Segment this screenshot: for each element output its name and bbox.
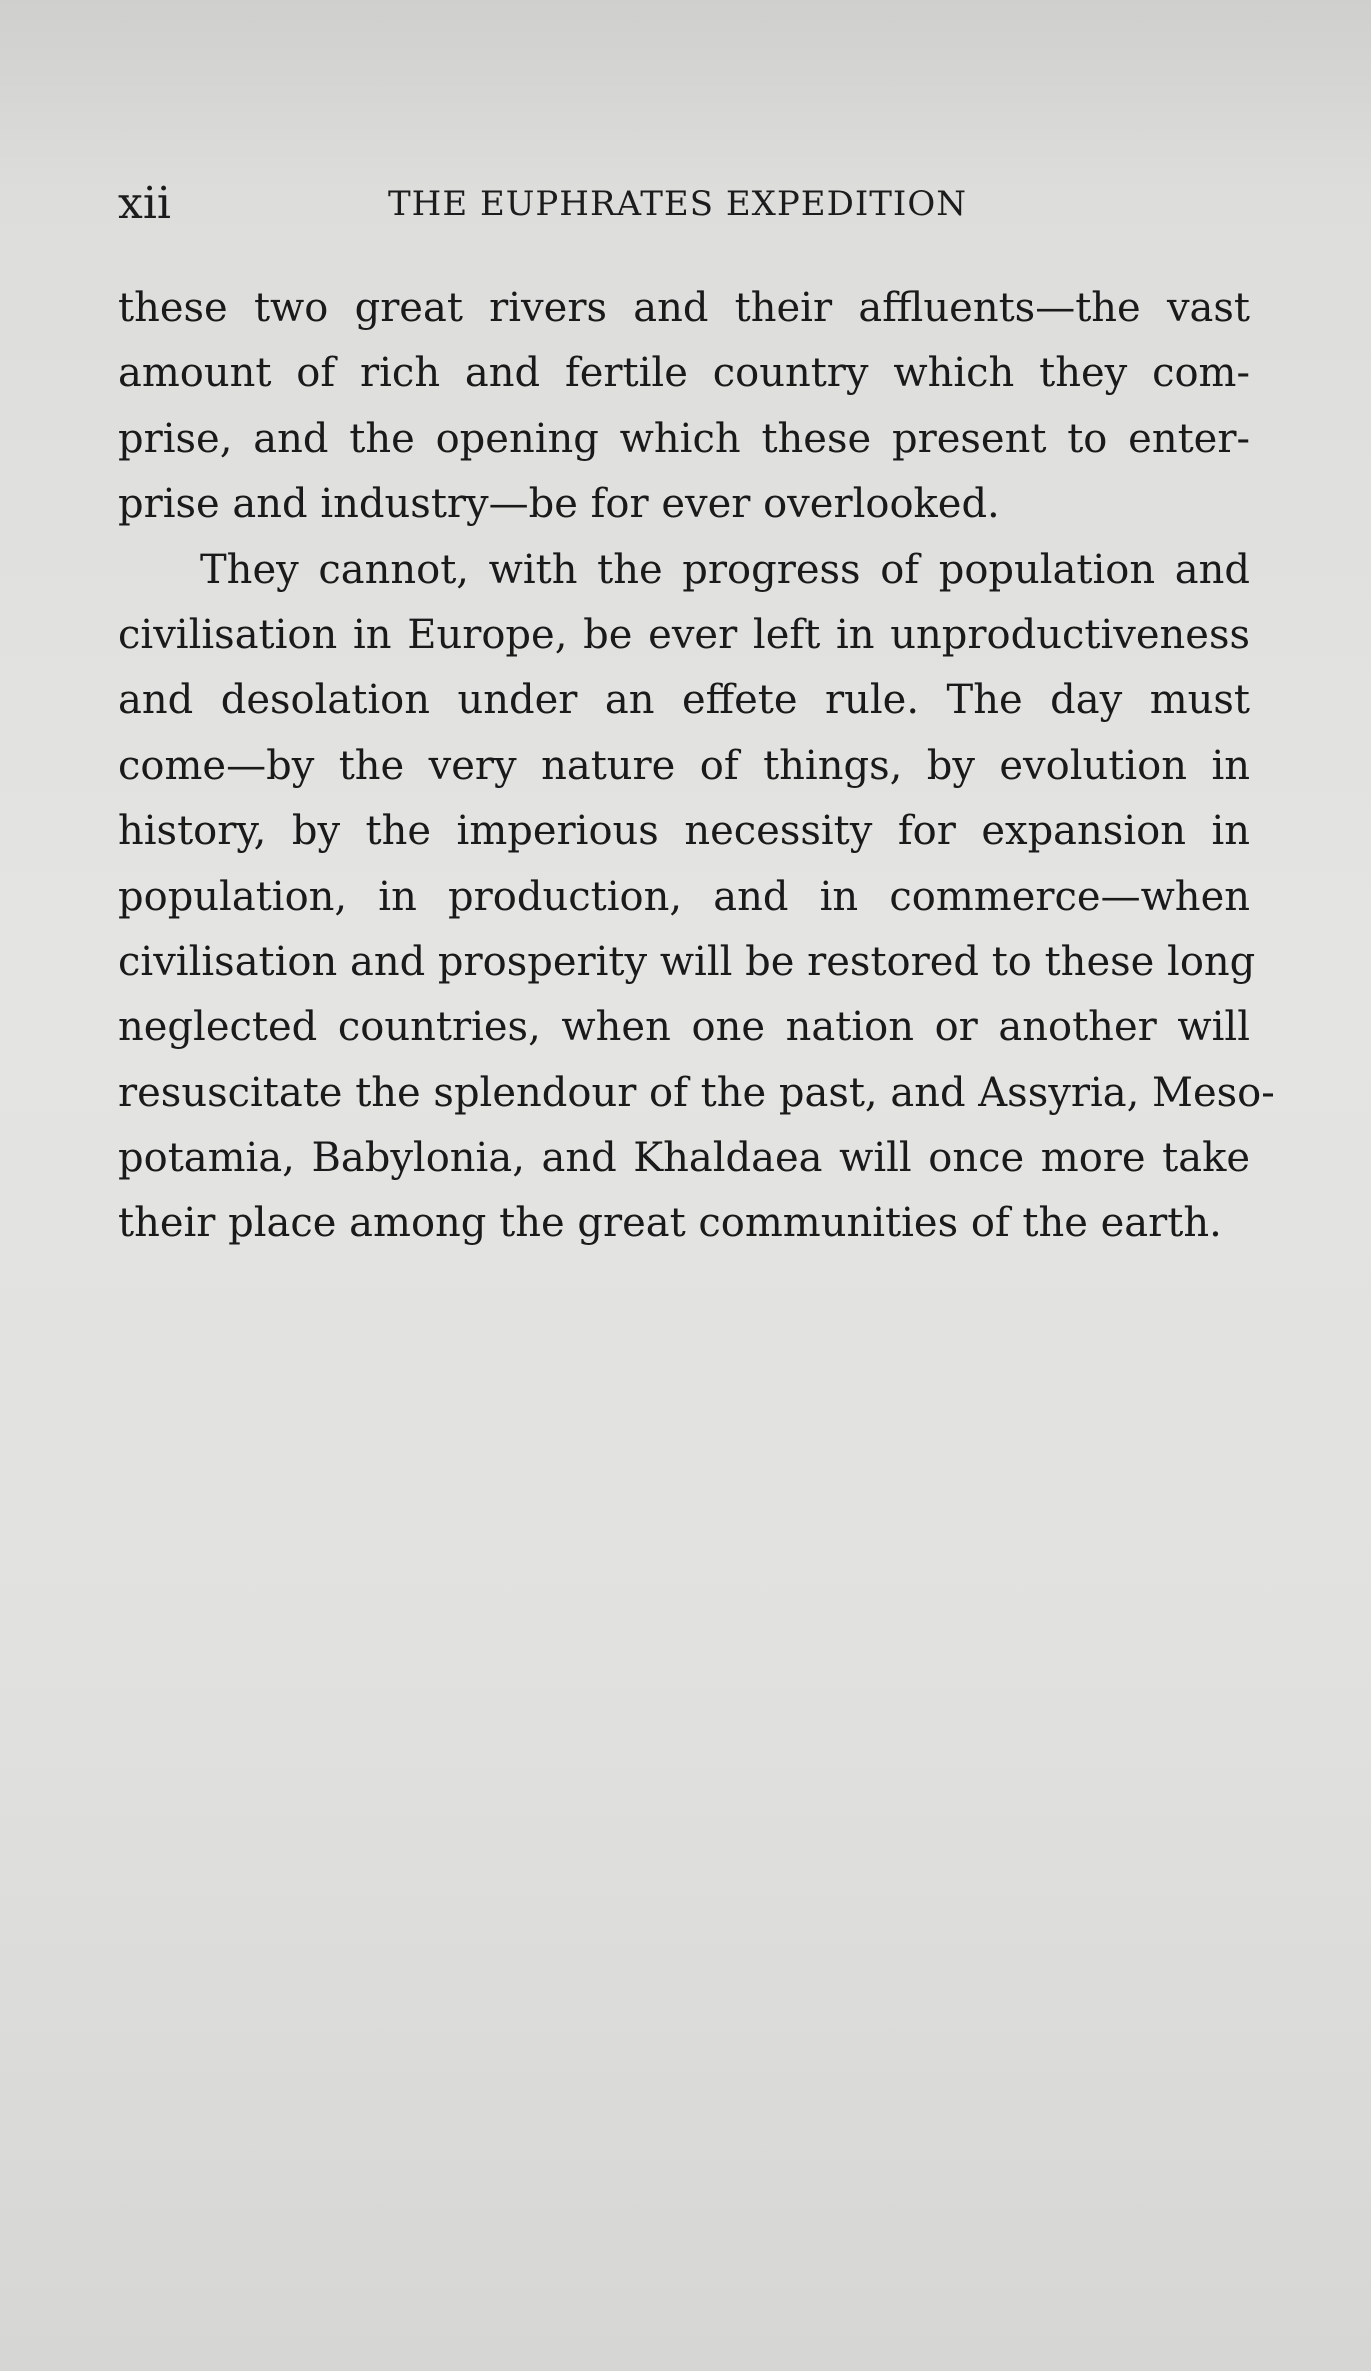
text-line: prise and industry—be for ever overlooked. [118,481,1000,528]
text-line: come—by the very nature of things, by evolution in [118,742,1250,789]
paragraph-1 [118,276,1250,538]
text-line: potamia, Babylonia, and Khaldaea will once more take [118,1135,1250,1182]
text-line: civilisation and prosperity will be restored to these long [118,938,1256,985]
text-line: population, in production, and in commerce—when [118,873,1250,920]
text-line: They cannot, with the progress of population and [200,546,1250,593]
page-number: xii [118,178,171,229]
text-line: civilisation in Europe, be ever left in unproductiveness [118,611,1250,658]
text-line: history, by the imperious necessity for expansion in [118,808,1250,855]
running-title: THE EUPHRATES EXPEDITION [388,184,967,224]
text-line: these two great rivers and their affluents—the vast [118,285,1250,331]
text-line: and desolation under an effete rule. The day must [118,677,1250,724]
text-line: neglected countries, when one nation or another will [118,1004,1250,1051]
paragraph-2 [118,538,1275,1257]
page-header [118,178,1258,238]
body-text [118,276,1275,1257]
text-line: prise, and the opening which these present to enter- [118,415,1250,462]
text-line: their place among the great communities of the earth. [118,1200,1222,1247]
text-line: amount of rich and fertile country which they com- [118,350,1250,397]
text-line: resuscitate the splendour of the past, and Assyria, Meso- [118,1069,1275,1116]
